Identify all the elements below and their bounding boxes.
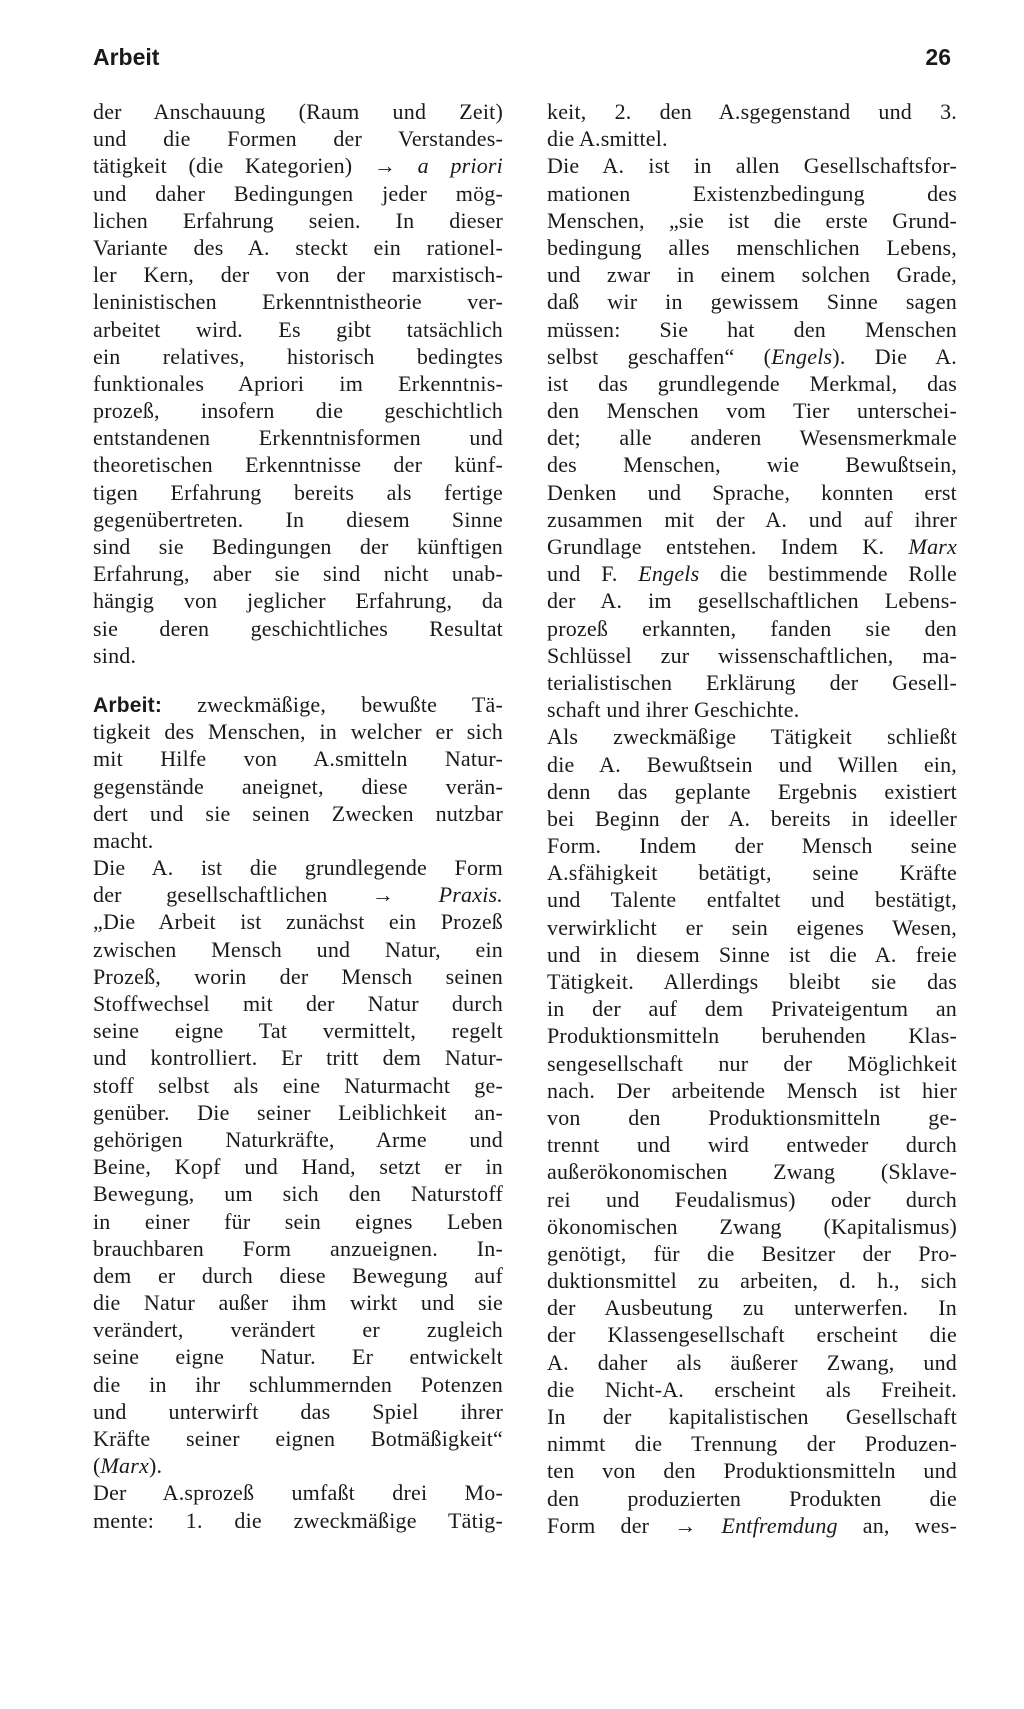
text-line: brauchbaren Form anzueignen. In- [93, 1235, 503, 1261]
text-line: seine eigne Tat vermittelt, regelt [93, 1018, 503, 1044]
text-line: Kräfte seiner eignen Botmäßigkeit“ [93, 1426, 503, 1451]
text-line: und daher Bedingungen jeder mög- [93, 180, 503, 206]
text-line: zusammen mit der A. und auf ihrer [547, 506, 957, 532]
entry-arbeit [93, 691, 503, 854]
text-line: lichen Erfahrung seien. In dieser [93, 207, 503, 233]
text-line: gehörigen Naturkräfte, Arme und [93, 1126, 503, 1152]
text-line: keit, 2. den A.sgegenstand und 3. [547, 99, 957, 124]
paragraph [547, 98, 957, 152]
text-line: und Talente entfaltet und bestätigt, [547, 887, 957, 913]
text-line: In der kapitalistischen Gesellschaft [547, 1404, 957, 1429]
text-line: in der auf dem Privateigentum an [547, 996, 957, 1022]
paragraph [93, 718, 503, 854]
text-line: prozeß, insofern die geschichtlich [93, 398, 503, 424]
text-line: genüber. Die seiner Leiblichkeit an- [93, 1099, 503, 1125]
text-line: bedingung alles menschlichen Lebens, [547, 234, 957, 260]
text-line: A.sfähigkeit betätigt, seine Kräfte [547, 860, 957, 886]
text-line: in einer für sein eignes Leben [93, 1208, 503, 1234]
text-line: daß wir in gewissem Sinne sagen [547, 289, 957, 315]
text-line: Prozeß, worin der Mensch seinen [93, 963, 503, 989]
text-line: und die Formen der Verstandes- [93, 126, 503, 152]
text-line: den produzierten Produkten die [547, 1485, 957, 1511]
text-line: der Ausbeutung zu unterwerfen. In [547, 1295, 957, 1321]
text-line: hängig von jeglicher Erfahrung, da [93, 588, 503, 614]
text-line: die in ihr schlummernden Potenzen [93, 1371, 503, 1397]
text-line: Form der → Entfremdung an, wes- [547, 1512, 958, 1538]
text-line: det; alle anderen Wesensmerkmale [547, 425, 957, 451]
text-line: ökonomischen Zwang (Kapitalismus) [547, 1213, 957, 1239]
paragraph [93, 854, 503, 1479]
text-line: prozeß erkannten, fanden sie den [547, 615, 957, 641]
paragraph [93, 1479, 503, 1533]
text-line: zwischen Mensch und Natur, ein [93, 936, 503, 962]
page-number: 26 [925, 44, 951, 70]
text-line: mente: 1. die zweckmäßige Tätig- [93, 1507, 503, 1533]
text-line: ten von den Produktionsmitteln und [547, 1458, 957, 1484]
text-line: die A. Bewußtsein und Willen ein, [547, 751, 957, 777]
paragraph [93, 98, 503, 669]
entry-definition-start: zweckmäßige, bewußte Tä- [197, 691, 503, 717]
text-line: ein relatives, historisch bedingtes [93, 343, 503, 369]
text-line: der Anschauung (Raum und Zeit) [93, 99, 503, 124]
entry-gap [93, 669, 503, 691]
text-line: Variante des A. steckt ein rationel- [93, 234, 503, 260]
text-line: die Nicht-A. erscheint als Freiheit. [547, 1376, 957, 1402]
text-line: sind sie Bedingungen der künftigen [93, 534, 503, 559]
text-line: der gesellschaftlichen → Praxis. [93, 882, 503, 908]
text-line: Beine, Kopf und Hand, setzt er in [93, 1154, 503, 1180]
text-line: des Menschen, wie Bewußtsein, [547, 452, 957, 478]
paragraph [547, 152, 957, 723]
text-line: sie deren geschichtliches Resultat [93, 615, 503, 641]
text-line: macht. [93, 827, 154, 853]
text-line: Tätigkeit. Allerdings bleibt sie das [547, 969, 957, 994]
text-line: Grundlage entstehen. Indem K. Marx [547, 534, 957, 559]
text-line: rei und Feudalismus) oder durch [547, 1186, 957, 1212]
text-line: duktionsmittel zu arbeiten, d. h., sich [547, 1268, 957, 1294]
text-line: mit Hilfe von A.smitteln Natur- [93, 746, 503, 772]
text-line: dert und sie seinen Zwecken nutzbar [93, 800, 503, 826]
page-header [93, 44, 951, 78]
text-line: und zwar in einem solchen Grade, [547, 262, 957, 288]
text-line: dem er durch diese Bewegung auf [93, 1262, 503, 1288]
text-line: mationen Existenzbedingung des [547, 180, 957, 206]
text-line: stoff selbst als eine Naturmacht ge- [93, 1072, 503, 1098]
text-line: und kontrolliert. Er tritt dem Natur- [93, 1045, 503, 1071]
text-line: die A.smittel. [547, 126, 668, 152]
text-line: theoretischen Erkenntnisse der künf- [93, 452, 503, 478]
text-line: nimmt die Trennung der Produzen- [547, 1431, 957, 1457]
text-line: gegenstände aneignet, diese verän- [93, 773, 503, 799]
text-line: der Klassengesellschaft erscheint die [547, 1322, 957, 1348]
text-line: leninistischen Erkenntnistheorie ver- [93, 289, 503, 315]
text-line: Denken und Sprache, konnten erst [547, 479, 957, 505]
text-line: „Die Arbeit ist zunächst ein Prozeß [93, 909, 503, 935]
text-line: außerökonomischen Zwang (Sklave- [547, 1159, 957, 1185]
text-line [93, 691, 503, 718]
right-column [547, 98, 957, 1539]
text-line: von den Produktionsmitteln ge- [547, 1104, 957, 1130]
text-line: sengesellschaft nur der Möglichkeit [547, 1050, 957, 1076]
text-line: und unterwirft das Spiel ihrer [93, 1398, 503, 1424]
text-line: Menschen, „sie ist die erste Grund- [547, 207, 957, 233]
text-line: Produktionsmitteln beruhenden Klas- [547, 1023, 957, 1049]
text-line: sind. [93, 642, 137, 668]
text-line: ist das grundlegende Merkmal, das [547, 370, 957, 396]
text-line: Schlüssel zur wissenschaftlichen, ma- [547, 642, 957, 668]
text-line: arbeitet wird. Es gibt tatsächlich [93, 316, 503, 342]
text-line: Die A. ist in allen Gesellschaftsfor- [547, 153, 957, 179]
text-line: die Natur außer ihm wirkt und sie [93, 1290, 503, 1316]
text-line: denn das geplante Ergebnis existiert [547, 778, 957, 804]
text-line: Bewegung, um sich den Naturstoff [93, 1181, 503, 1207]
text-line: entstandenen Erkenntnisformen und [93, 425, 503, 451]
text-line: genötigt, für die Besitzer der Pro- [547, 1240, 957, 1266]
text-line: Der A.sprozeß umfaßt drei Mo- [93, 1480, 503, 1506]
text-line: (Marx). [93, 1453, 163, 1479]
left-column [93, 98, 503, 1534]
text-line: funktionales Apriori im Erkenntnis- [93, 370, 503, 396]
paragraph [547, 723, 957, 1539]
running-head: Arbeit [93, 44, 160, 70]
text-line: tätigkeit (die Kategorien) → a priori [93, 153, 503, 179]
text-line: A. daher als äußerer Zwang, und [547, 1349, 957, 1375]
text-line: Erfahrung, aber sie sind nicht unab- [93, 561, 503, 587]
text-line: ler Kern, der von der marxistisch- [93, 262, 503, 288]
text-line: verändert, verändert er zugleich [93, 1317, 503, 1343]
text-line: Stoffwechsel mit der Natur durch [93, 991, 503, 1016]
text-line: trennt und wird entweder durch [547, 1132, 957, 1158]
text-line: Als zweckmäßige Tätigkeit schließt [547, 724, 957, 750]
text-line: und in diesem Sinne ist die A. freie [547, 941, 957, 967]
text-line: müssen: Sie hat den Menschen [547, 316, 957, 342]
text-line: tigen Erfahrung bereits als fertige [93, 479, 503, 505]
text-line: nach. Der arbeitende Mensch ist hier [547, 1077, 957, 1103]
text-line: selbst geschaffen“ (Engels). Die A. [547, 343, 957, 369]
text-line: gegenübertreten. In diesem Sinne [93, 506, 503, 532]
text-line: bei Beginn der A. bereits in ideeller [547, 805, 957, 831]
text-line: den Menschen vom Tier unterschei- [547, 398, 957, 424]
text-line: seine eigne Natur. Er entwickelt [93, 1344, 503, 1370]
text-line: tigkeit des Menschen, in welcher er sich [93, 719, 503, 745]
text-line: und F. Engels die bestimmende Rolle [547, 561, 957, 587]
text-line: terialistischen Erklärung der Gesell- [547, 669, 957, 695]
text-line: Form. Indem der Mensch seine [547, 833, 957, 859]
text-line: der A. im gesellschaftlichen Lebens- [547, 588, 957, 614]
text-line: schaft und ihrer Geschichte. [547, 697, 800, 723]
text-line: verwirklicht er sein eigenes Wesen, [547, 914, 957, 940]
entry-term: Arbeit: [93, 693, 163, 717]
text-line: Die A. ist die grundlegende Form [93, 855, 503, 881]
